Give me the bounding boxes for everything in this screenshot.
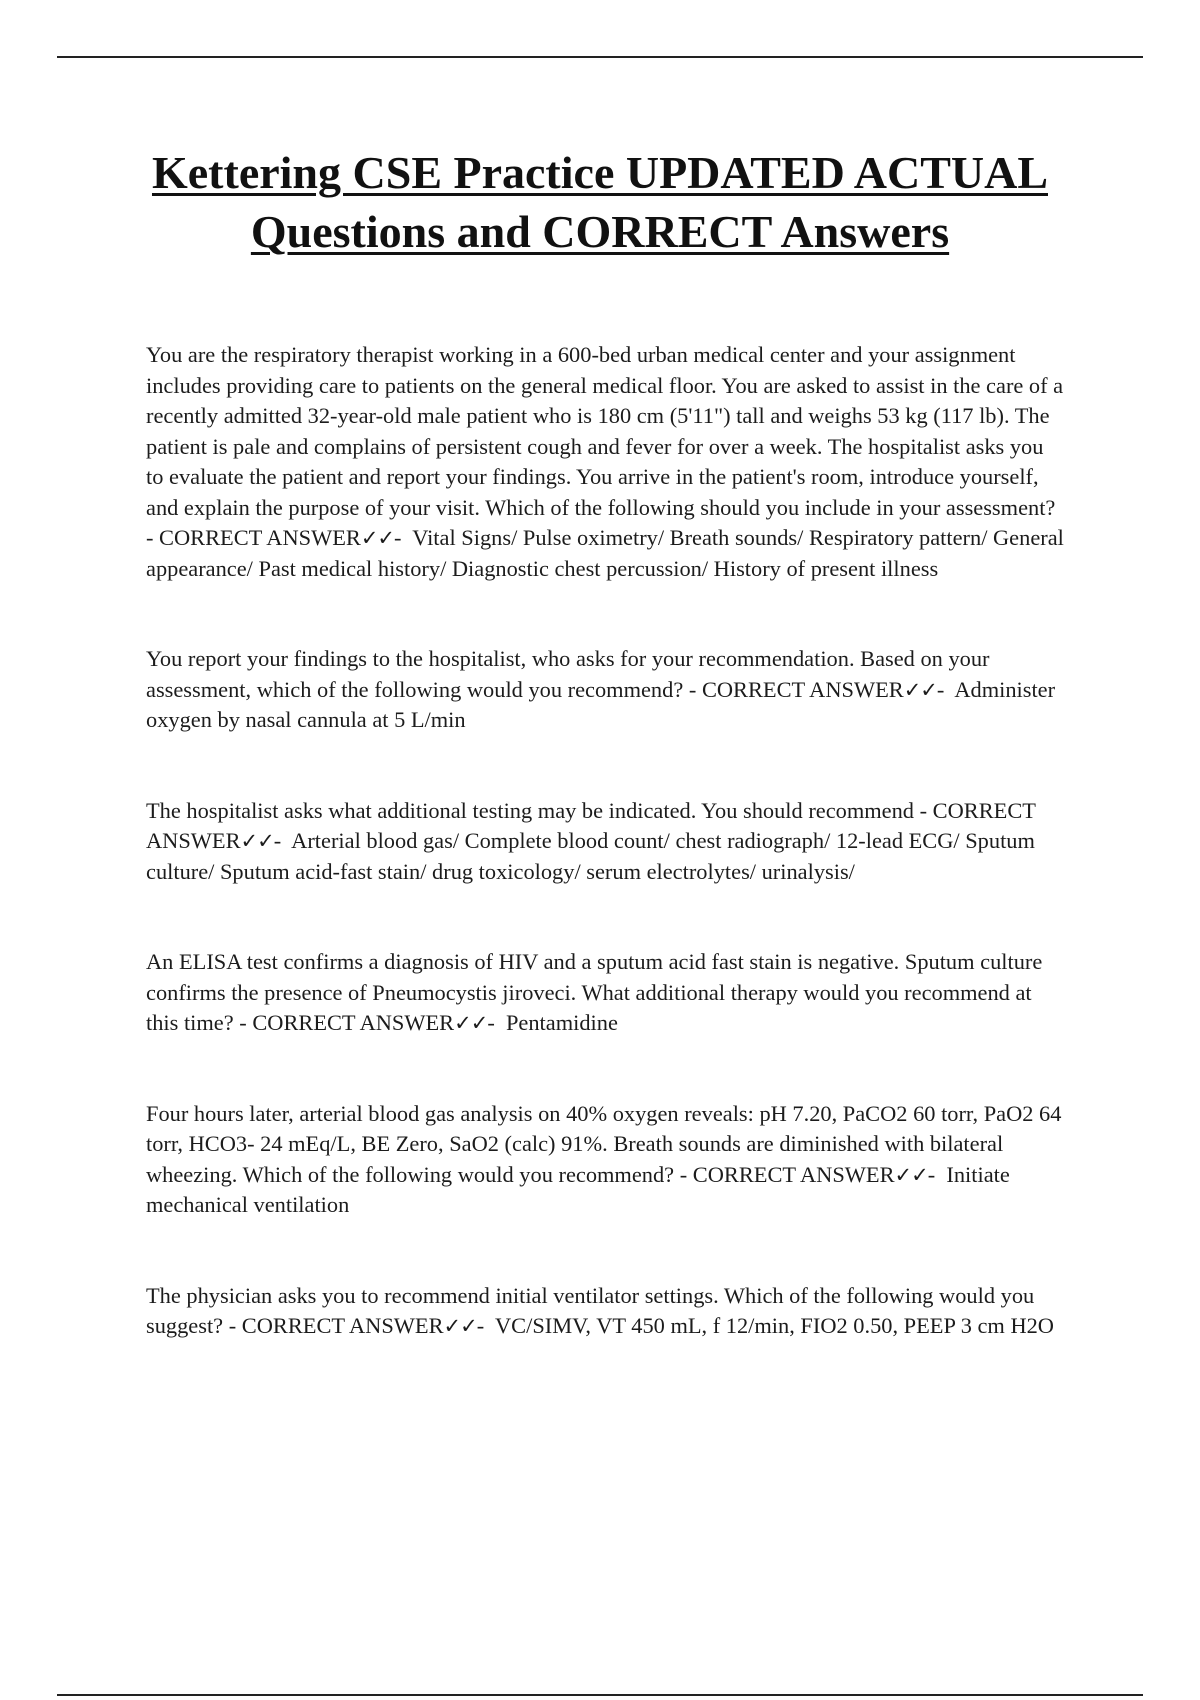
answer-separator: - — [394, 525, 413, 550]
answer-marker: - CORRECT ANSWER — [239, 1010, 455, 1035]
question-text: You report your findings to the hospitalist, who asks for your recommendation. Based on your assessment, which of the following would you recommend? — [146, 646, 990, 702]
answer-marker: - CORRECT ANSWER — [146, 797, 1036, 853]
qa-item — [146, 1281, 1066, 1342]
qa-item — [146, 796, 1066, 888]
answer-text: Initiate mechanical ventilation — [146, 1161, 1010, 1217]
question-text: Four hours later, arterial blood gas analysis on 40% oxygen reveals: pH 7.20, PaCO2 60 torr, PaO2 64 torr, HCO3- 24 mEq/L, BE Zero, SaO2 (calc) 91%. Breath sounds are diminished with bilateral wheezing. Which of the following would you recommend? — [146, 1100, 1062, 1187]
answer-text: Arterial blood gas/ Complete blood count/ chest radiograph/ 12-lead ECG/ Sputum culture/ Sputum acid-fast stain/ drug toxicology/ serum electrolytes/ urinalysis/ — [146, 828, 1035, 884]
answer-separator: - — [476, 1313, 495, 1338]
checkmark-icon: ✓✓ — [894, 1162, 928, 1187]
bottom-rule — [57, 1694, 1143, 1696]
checkmark-icon: ✓✓ — [454, 1011, 488, 1035]
question-text: The physician asks you to recommend initial ventilator settings. Which of the following would you suggest? — [146, 1282, 1035, 1338]
answer-text: Pentamidine — [505, 1010, 618, 1035]
answer-separator: - — [936, 676, 955, 702]
qa-item — [146, 947, 1066, 1039]
answer-text: VC/SIMV, VT 450 mL, f 12/min, FIO2 0.50, PEEP 3 cm H2O — [495, 1313, 1054, 1338]
answer-separator: - — [487, 1010, 506, 1035]
checkmark-icon: ✓✓ — [240, 829, 274, 853]
question-text: The hospitalist asks what additional testing may be indicated. You should recommend — [146, 797, 915, 823]
answer-separator: - — [273, 828, 292, 853]
question-text: An ELISA test confirms a diagnosis of HIV and a sputum acid fast stain is negative. Sputum culture confirms the presence of Pneumocystis jiroveci. What additional therapy would you recommend at this time? — [146, 949, 1043, 1035]
answer-marker: - CORRECT ANSWER — [688, 676, 904, 702]
qa-list — [146, 340, 1066, 1402]
qa-item — [146, 340, 1066, 584]
question-text: You are the respiratory therapist working in a 600-bed urban medical center and your assignment includes providing care to patients on the general medical floor. You are asked to assist in the care of a recently admitted 32-year-old male patient who is 180 cm (5'11") tall and weighs 53 kg (117 lb). The patient is pale and complains of persistent cough and fever for over a week. The hospitalist asks you to evaluate the patient and report your findings. You arrive in the patient's room, introduce yourself, and explain the purpose of your visit. Which of the following should you include in your assessment? — [146, 342, 1064, 520]
checkmark-icon: ✓✓ — [903, 677, 937, 702]
checkmark-icon: ✓✓ — [360, 526, 395, 550]
qa-item — [146, 644, 1066, 736]
answer-marker: - CORRECT ANSWER — [679, 1161, 895, 1187]
qa-item — [146, 1099, 1066, 1221]
answer-text: Administer oxygen by nasal cannula at 5 L/min — [146, 676, 1056, 732]
answer-text: Vital Signs/ Pulse oximetry/ Breath sounds/ Respiratory pattern/ General appearance/ Past medical history/ Diagnostic chest percussion/ History of present illness — [146, 525, 1064, 581]
document-title: Kettering CSE Practice UPDATED ACTUAL Questions and CORRECT Answers — [151, 147, 1048, 257]
checkmark-icon: ✓✓ — [443, 1314, 477, 1338]
answer-marker: - CORRECT ANSWER — [146, 525, 361, 550]
top-rule — [57, 56, 1143, 58]
answer-marker: - CORRECT ANSWER — [228, 1313, 444, 1338]
answer-separator: - — [927, 1161, 947, 1187]
